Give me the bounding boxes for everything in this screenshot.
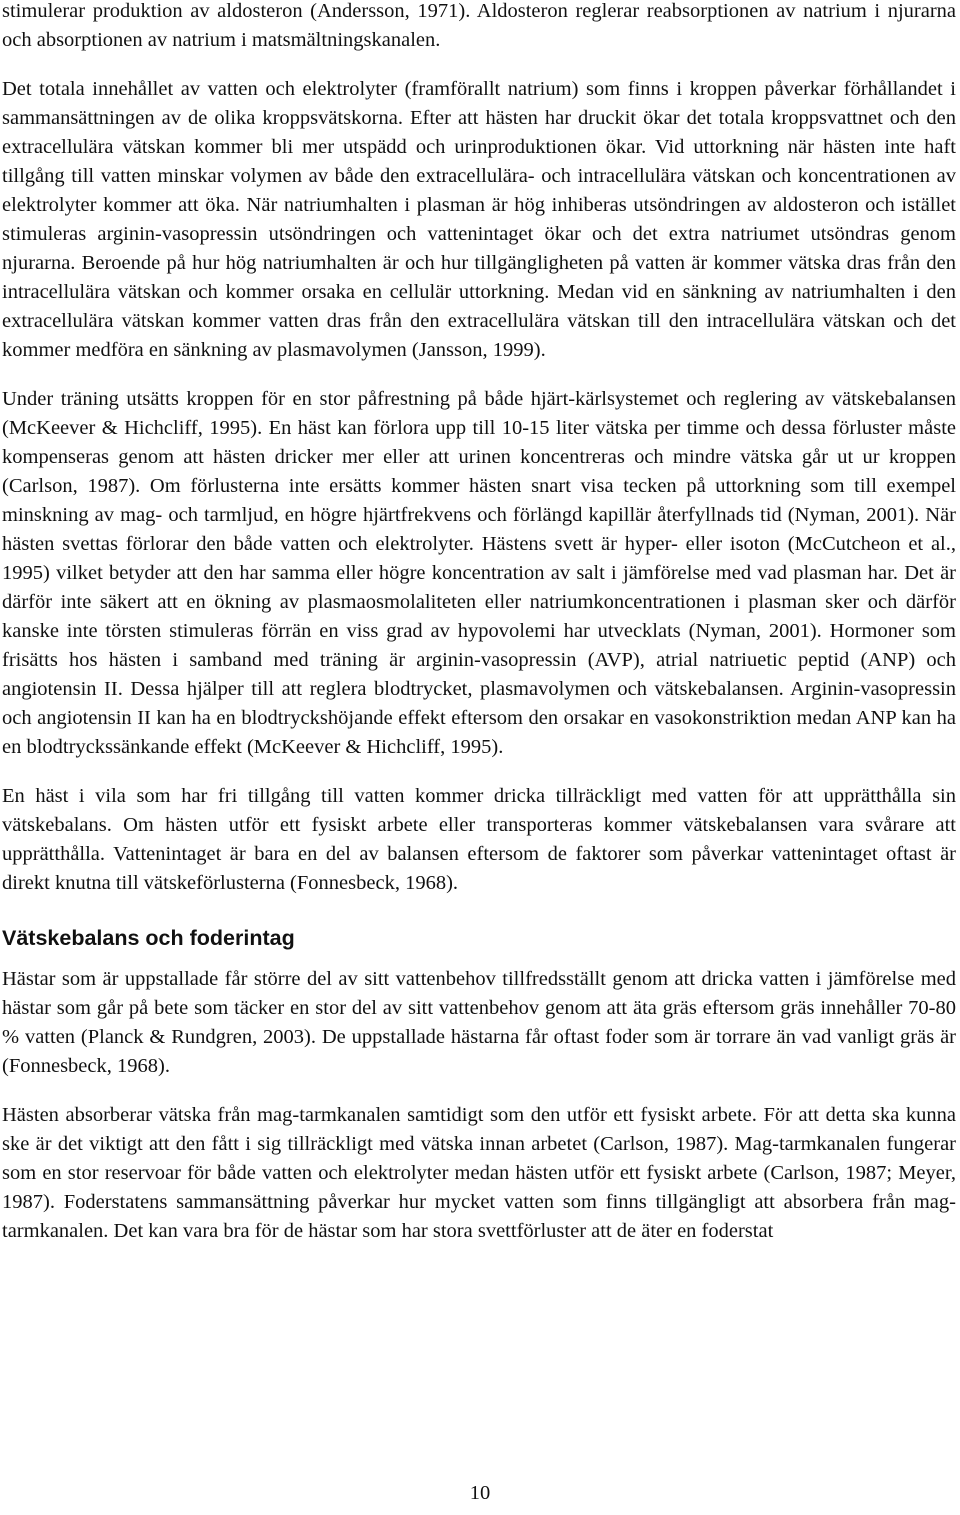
paragraph-body-fluids: Det totala innehållet av vatten och elektrolyter (framförallt natrium) som finns i kroppen påverkar förhållandet i sammansättningen av de olika kroppsvätskorna. Efter att hästen har druckit ökar det totala kroppsvattnet och den extracellulära vätskan kommer bli mer utspädd och urinproduktionen ökar. Vid uttorkning när hästen inte haft tillgång till vatten minskar volymen av både den extracellulära- och intracellulära vätskan och koncentrationen av elektrolyter kommer att öka. När natriumhalten i plasman är hög inhiberas utsöndringen av aldosteron och istället stimuleras arginin-vasopressin utsöndringen och vattenintaget ökar och det extra natriumet utsöndras genom njurarna. Beroende på hur hög natriumhalten är och hur tillgängligheten på vatten är kommer vätska dras från den intracellulära vätskan och kommer orsaka en cellulär uttorkning. Medan vid en sänkning av natriumhalten i den extracellulära vätskan kommer vatten dras från den extracellulära vätskan till den intracellulära vätskan och det kommer medföra en sänkning av plasmavolymen (Jansson, 1999). [2, 78, 956, 361]
paragraph-training-fluid-balance: Under träning utsätts kroppen för en stor påfrestning på både hjärt-kärlsystemet och reglering av vätskebalansen (McKeever & Hichcliff, 1995). En häst kan förlora upp till 10-15 liter vätska per timme och dessa förluster måste kompenseras genom att hästen dricker mer eller att urinen koncentreras och mindre vätska går ut ur kroppen (Carlson, 1987). Om förlusterna inte ersätts kommer hästen snart visa tecken på uttorkning som till exempel minskning av mag- och tarmljud, en högre hjärtfrekvens och förlängd kapillär återfyllnads tid (Nyman, 2001). När hästen svettas förlorar den både vatten och elektrolyter. Hästens svett är hyper- eller isoton (McCutcheon et al., 1995) vilket betyder att den har samma eller högre koncentration av salt i jämförelse med vad plasman har. Det är därför inte säkert att en ökning av plasmaosmolaliteten eller natriumkoncentrationen i plasman sker och därför kanske inte törsten stimuleras förrän en viss grad av hypovolemi har utvecklats (Nyman, 2001). Hormoner som frisätts hos hästen i samband med träning är arginin-vasopressin (AVP), atrial natriuetic peptid (ANP) och angiotensin II. Dessa hjälper till att reglera blodtrycket, plasmavolymen och vätskebalansen. Arginin-vasopressin och angiotensin II kan ha en blodtryckshöjande effekt eftersom den orsakar en vasokonstriktion medan ANP kan ha en blodtryckssänkande effekt (McKeever & Hichcliff, 1995). [2, 388, 956, 758]
page-number: 10 [469, 1482, 491, 1504]
section-heading: Vätskebalans och foderintag [2, 926, 295, 950]
paragraph-stabled-horses: Hästar som är uppstallade får större del av sitt vattenbehov tillfredsställt genom att dricka vatten i jämförelse med hästar som går på bete som täcker en stor del av sitt vattenbehov genom att äta gräs eftersom gräs innehåller 70-80 % vatten (Planck & Rundgren, 2003). De uppstallade hästarna får oftast foder som är torrare än vad vanligt gräs är (Fonnesbeck, 1968). [2, 968, 956, 1077]
paragraph-gut-absorption: Hästen absorberar vätska från mag-tarmkanalen samtidigt som den utför ett fysiskt arbete. För att detta ska kunna ske är det viktigt att den fått i sig tillräckligt med vätska innan arbetet (Carlson, 1987). Mag-tarmkanalen fungerar som en stor reservoar för både vatten och elektrolyter medan hästen utför ett fysiskt arbete (Carlson, 1987; Meyer, 1987). Foderstatens sammansättning påverkar hur mycket vatten som finns tillgängligt att absorbera från mag-tarmkanalen. Det kan vara bra för de hästar som har stora svettförluster att de äter en foderstat [2, 1104, 956, 1242]
paragraph-aldosteron-intro: stimulerar produktion av aldosteron (Andersson, 1971). Aldosteron reglerar reabsorptionen av natrium i njurarna och absorptionen av natrium i matsmältningskanalen. [2, 0, 956, 51]
paragraph-horse-at-rest: En häst i vila som har fri tillgång till vatten kommer dricka tillräckligt med vatten för att upprätthålla sin vätskebalans. Om hästen utför ett fysiskt arbete eller transporteras kommer vätskebalansen vara svårare att upprätthålla. Vattenintaget är bara en del av balansen eftersom de faktorer som påverkar vattenintaget oftast är direkt knutna till vätskeförlusterna (Fonnesbeck, 1968). [2, 785, 956, 894]
